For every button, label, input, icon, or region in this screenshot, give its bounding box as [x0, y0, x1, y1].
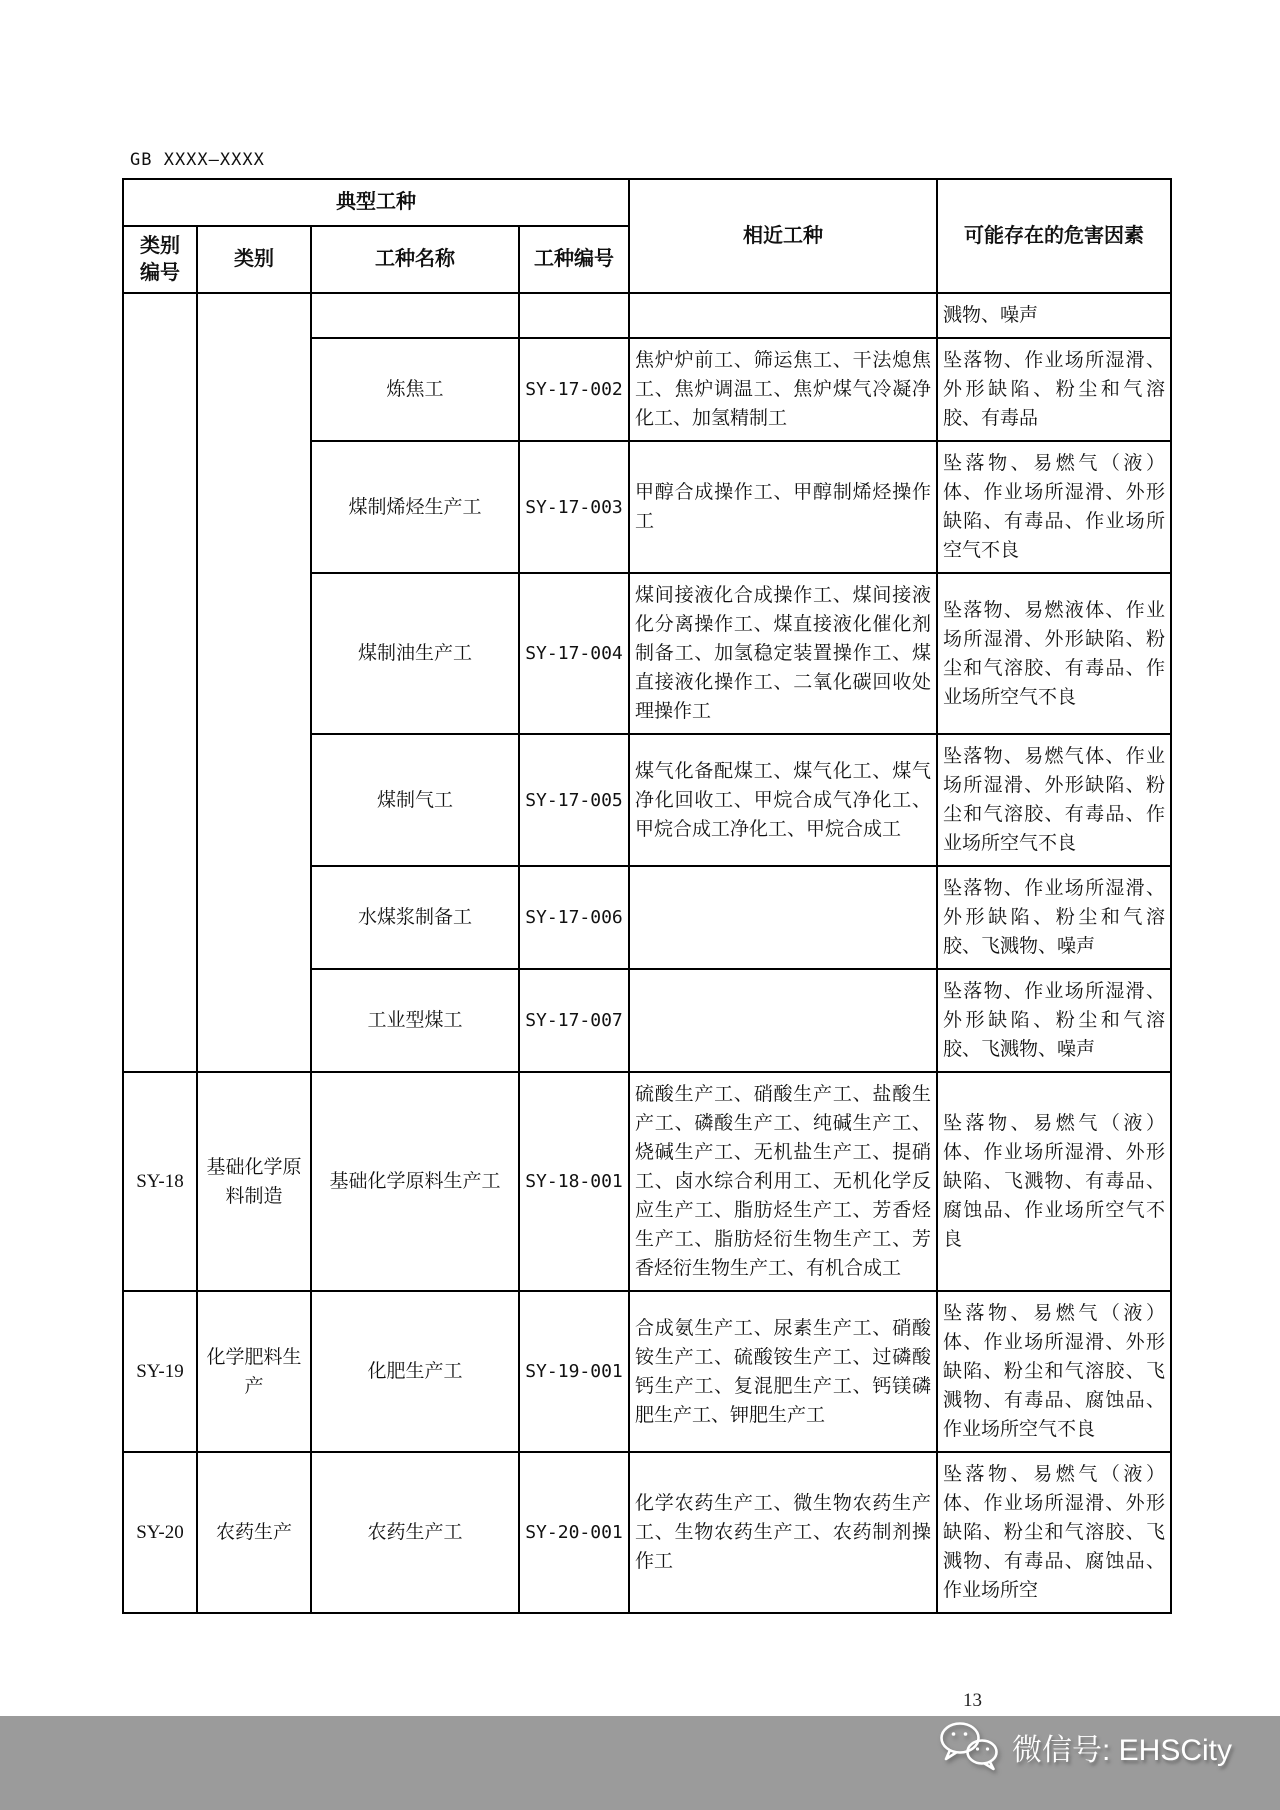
cell-hazard-factors: 坠落物、易燃气（液）体、作业场所湿滑、外形缺陷、飞溅物、有毒品、腐蚀品、作业场所空气不良 [937, 1072, 1171, 1291]
cell-hazard-factors: 坠落物、易燃气（液）体、作业场所湿滑、外形缺陷、有毒品、作业场所空气不良 [937, 441, 1171, 573]
header-work-code: 工种编号 [519, 226, 629, 293]
cell-work-code [519, 293, 629, 338]
header-typical-group: 典型工种 [123, 179, 629, 226]
cell-work-name: 基础化学原料生产工 [311, 1072, 519, 1291]
cell-category-no: SY-19 [123, 1291, 197, 1452]
cell-hazard-factors: 坠落物、作业场所湿滑、外形缺陷、粉尘和气溶胶、飞溅物、噪声 [937, 969, 1171, 1072]
cell-work-code [519, 1452, 629, 1613]
cell-similar-work-types [629, 293, 937, 338]
cell-hazard-factors: 坠落物、作业场所湿滑、外形缺陷、粉尘和气溶胶、飞溅物、噪声 [937, 866, 1171, 969]
table-row [123, 1291, 1171, 1452]
cell-similar-work-types: 煤间接液化合成操作工、煤间接液化分离操作工、煤直接液化催化剂制备工、加氢稳定装置操作工、煤直接液化操作工、二氧化碳回收处理操作工 [629, 573, 937, 734]
cell-work-name: 农药生产工 [311, 1452, 519, 1613]
header-similar: 相近工种 [629, 179, 937, 293]
cell-similar-work-types [629, 969, 937, 1072]
work-code-text: SY-17-002 [525, 379, 623, 400]
cell-similar-work-types: 煤气化备配煤工、煤气化工、煤气净化回收工、甲烷合成气净化工、甲烷合成工净化工、甲烷合成工 [629, 734, 937, 866]
cell-category-no [123, 293, 197, 1072]
cell-work-name: 煤制烯烃生产工 [311, 441, 519, 573]
cell-work-name: 炼焦工 [311, 338, 519, 441]
cell-work-code [519, 734, 629, 866]
page-number: 13 [963, 1690, 982, 1711]
cell-work-code [519, 573, 629, 734]
standard-code: GB XXXX—XXXX [130, 150, 265, 170]
cell-category: 化学肥料生产 [197, 1291, 311, 1452]
cell-work-code [519, 338, 629, 441]
cell-similar-work-types: 甲醇合成操作工、甲醇制烯烃操作工 [629, 441, 937, 573]
cell-similar-work-types: 硫酸生产工、硝酸生产工、盐酸生产工、磷酸生产工、纯碱生产工、烧碱生产工、无机盐生产工、提硝工、卤水综合利用工、无机化学反应生产工、脂肪烃生产工、芳香烃生产工、脂肪烃衍生物生产工、芳香烃衍生物生产工、有机合成工 [629, 1072, 937, 1291]
work-code-text: SY-17-005 [525, 789, 623, 811]
cell-work-code [519, 1072, 629, 1291]
work-code-text: SY-20-001 [525, 1522, 623, 1543]
wechat-account-label: 微信号: EHSCity [1012, 1734, 1233, 1767]
work-code-text: SY-17-003 [525, 496, 623, 518]
cell-hazard-factors: 坠落物、易燃气（液）体、作业场所湿滑、外形缺陷、粉尘和气溶胶、飞溅物、有毒品、腐蚀品、作业场所空 [937, 1452, 1171, 1613]
wechat-footer-content [938, 1721, 1232, 1773]
header-work-name: 工种名称 [311, 226, 519, 293]
cell-hazard-factors: 溅物、噪声 [937, 293, 1171, 338]
work-code-text: SY-18-001 [525, 1171, 623, 1192]
work-code-text: SY-17-004 [525, 643, 623, 664]
cell-category [197, 293, 311, 1072]
cell-similar-work-types: 合成氨生产工、尿素生产工、硝酸铵生产工、硫酸铵生产工、过磷酸钙生产工、复混肥生产工、钙镁磷肥生产工、钾肥生产工 [629, 1291, 937, 1452]
cell-work-code [519, 1291, 629, 1452]
table-row [123, 1452, 1171, 1613]
header-category-no-line2: 编号 [140, 261, 180, 284]
header-category-no-line1: 类别 [140, 234, 180, 257]
wechat-icon [938, 1721, 1000, 1773]
cell-hazard-factors: 坠落物、易燃液体、作业场所湿滑、外形缺陷、粉尘和气溶胶、有毒品、作业场所空气不良 [937, 573, 1171, 734]
wechat-footer-bar [0, 1716, 1280, 1810]
cell-similar-work-types: 化学农药生产工、微生物农药生产工、生物农药生产工、农药制剂操作工 [629, 1452, 937, 1613]
cell-hazard-factors: 坠落物、易燃气（液）体、作业场所湿滑、外形缺陷、粉尘和气溶胶、飞溅物、有毒品、腐蚀品、作业场所空气不良 [937, 1291, 1171, 1452]
cell-work-name: 煤制油生产工 [311, 573, 519, 734]
header-category-no [123, 226, 197, 293]
header-row-typical [123, 179, 1171, 226]
work-code-text: SY-19-001 [525, 1361, 623, 1382]
cell-work-name: 工业型煤工 [311, 969, 519, 1072]
cell-category: 基础化学原料制造 [197, 1072, 311, 1291]
work-types-table [122, 178, 1172, 1614]
cell-similar-work-types: 焦炉炉前工、筛运焦工、干法熄焦工、焦炉调温工、焦炉煤气冷凝净化工、加氢精制工 [629, 338, 937, 441]
table-row [123, 1072, 1171, 1291]
cell-hazard-factors: 坠落物、易燃气体、作业场所湿滑、外形缺陷、粉尘和气溶胶、有毒品、作业场所空气不良 [937, 734, 1171, 866]
cell-similar-work-types [629, 866, 937, 969]
cell-work-code [519, 441, 629, 573]
cell-category: 农药生产 [197, 1452, 311, 1613]
work-code-text: SY-17-006 [525, 907, 623, 928]
cell-work-code [519, 866, 629, 969]
table-header [123, 179, 1171, 293]
header-hazard: 可能存在的危害因素 [937, 179, 1171, 293]
work-code-text: SY-17-007 [525, 1010, 623, 1031]
cell-hazard-factors: 坠落物、作业场所湿滑、外形缺陷、粉尘和气溶胶、有毒品 [937, 338, 1171, 441]
cell-work-name: 煤制气工 [311, 734, 519, 866]
header-category: 类别 [197, 226, 311, 293]
table-body [123, 293, 1171, 1613]
cell-category-no: SY-20 [123, 1452, 197, 1613]
cell-work-name [311, 293, 519, 338]
cell-category-no: SY-18 [123, 1072, 197, 1291]
cell-work-name: 化肥生产工 [311, 1291, 519, 1452]
table-row [123, 293, 1171, 338]
cell-work-code [519, 969, 629, 1072]
cell-work-name: 水煤浆制备工 [311, 866, 519, 969]
